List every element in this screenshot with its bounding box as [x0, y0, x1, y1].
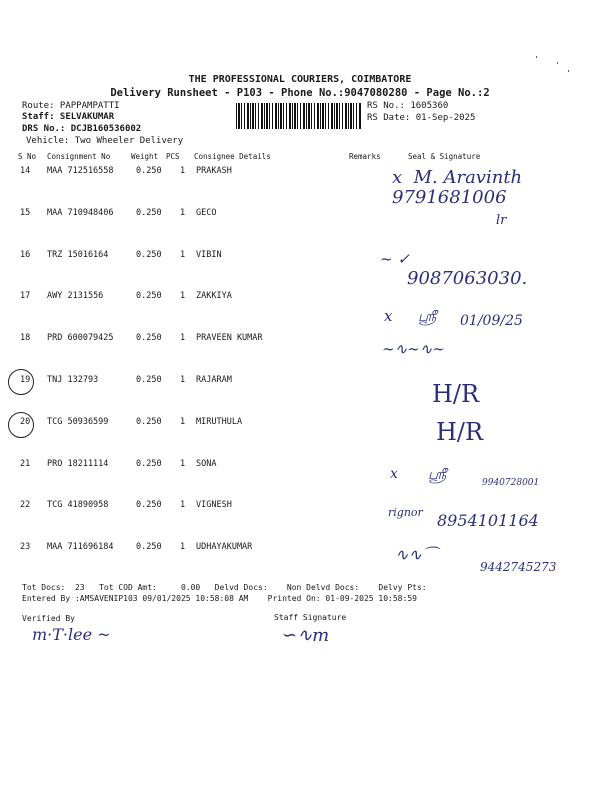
row-pcs: 1	[180, 291, 186, 302]
row-sno: 15	[20, 207, 31, 218]
col-pcs: PCS	[166, 152, 180, 161]
verified-by-signature: m·T·lee ~	[32, 625, 111, 644]
seal-row-23: 9442745273	[480, 560, 557, 574]
staff: Staff: SELVAKUMAR	[22, 112, 115, 122]
row-consignee: MIRUTHULA	[196, 416, 243, 427]
signature-row-17-scribble: ஸ்ரீ	[418, 309, 437, 325]
row-pcs: 1	[180, 333, 186, 344]
seal-row-22: 8954101164	[437, 511, 539, 530]
row-pcs: 1	[180, 249, 186, 260]
row-sno: 14	[20, 166, 31, 176]
row-weight: 0.250	[136, 333, 162, 344]
row-consignment: MAA 710948406	[47, 207, 114, 218]
seal-row-19: H/R	[432, 380, 480, 408]
row-sno: 17	[20, 291, 31, 302]
row-sno: 20	[20, 416, 31, 427]
row-pcs: 1	[180, 207, 186, 218]
verified-by-label: Verified By	[22, 614, 75, 623]
row-pcs: 1	[180, 542, 186, 553]
row-weight: 0.250	[136, 249, 162, 260]
signature-row-23-scribble: ∿∿⌒	[395, 545, 438, 564]
row-consignee: RAJARAM	[196, 375, 232, 385]
row-weight: 0.250	[136, 458, 162, 469]
drs-number: DRS No.: DCJB160536002	[22, 124, 142, 134]
signature-row-22-scribble: rignor	[388, 506, 423, 519]
row-sno: 19	[20, 375, 31, 385]
row-pcs: 1	[180, 500, 186, 511]
signature-row-21-scribble: ஸ்ரீ	[428, 467, 447, 483]
row-consignment: TCG 50936599	[47, 416, 109, 427]
row-consignment: TCG 41890958	[47, 500, 109, 511]
scan-speck	[568, 70, 569, 72]
row-weight: 0.250	[136, 500, 162, 511]
seal-row-21-cross: x	[390, 466, 398, 482]
rs-date: RS Date: 01-Sep-2025	[367, 113, 476, 123]
row-consignee: SONA	[196, 458, 217, 469]
route: Route: PAPPAMPATTI	[22, 101, 120, 111]
row-consignment: PRO 18211114	[47, 458, 109, 469]
row-consignee: UDHAYAKUMAR	[196, 542, 253, 553]
col-seal: Seal & Signature	[408, 152, 481, 161]
entered-by-line: Entered By :AMSAVENIP103 09/01/2025 10:58:08 AM Printed On: 01-09-2025 10:58:59	[22, 594, 417, 603]
col-consignment: Consignment No	[47, 152, 111, 161]
row-weight: 0.250	[136, 291, 162, 302]
seal-row-20: H/R	[436, 418, 484, 446]
row-sno: 21	[20, 458, 31, 469]
row-weight: 0.250	[136, 375, 162, 385]
seal-row-17-cross: x	[384, 307, 393, 325]
row-weight: 0.250	[136, 166, 162, 176]
scan-speck	[536, 56, 537, 58]
seal-row-16: 9087063030.	[407, 268, 528, 289]
row-sno: 18	[20, 333, 31, 344]
row-sno: 16	[20, 249, 31, 260]
row-consignee: ZAKKIYA	[196, 291, 232, 302]
rs-number: RS No.: 1605360	[367, 101, 449, 111]
runsheet-title: Delivery Runsheet - P103 - Phone No.:9047080280 - Page No.:2	[110, 87, 490, 99]
seal-row-21: 9940728001	[482, 478, 540, 488]
row-consignment: MAA 711696184	[47, 542, 114, 553]
row-consignee: VIGNESH	[196, 500, 232, 511]
row-20-circle-mark	[8, 412, 34, 438]
vehicle: Vehicle: Two Wheeler Delivery	[26, 136, 184, 146]
row-sno: 22	[20, 500, 31, 511]
col-sno: S No	[18, 152, 37, 161]
staff-signature-label: Staff Signature	[274, 613, 347, 622]
row-consignee: VIBIN	[196, 249, 222, 260]
staff-signature-mark: ∽∿m	[282, 625, 330, 646]
row-sno: 23	[20, 542, 31, 553]
col-weight: Weight	[131, 152, 159, 161]
row-consignment: TNJ 132793	[47, 375, 99, 385]
company-title: THE PROFESSIONAL COURIERS, COIMBATORE	[188, 74, 412, 85]
row-consignment: AWY 2131556	[47, 291, 104, 302]
row-19-circle-mark	[8, 369, 34, 395]
row-pcs: 1	[180, 458, 186, 469]
row-weight: 0.250	[136, 207, 162, 218]
signature-row-16-scribble: ~ ✓	[380, 250, 410, 268]
barcode	[236, 103, 362, 129]
row-consignment: TRZ 15016164	[47, 249, 109, 260]
row-consignment: MAA 712516558	[47, 166, 114, 176]
row-weight: 0.250	[136, 542, 162, 553]
row-pcs: 1	[180, 416, 186, 427]
row-pcs: 1	[180, 166, 186, 176]
scan-speck	[557, 62, 558, 64]
totals-line: Tot Docs: 23 Tot COD Amt: 0.00 Delvd Docs: Non Delvd Docs: Delvy Pts:	[22, 583, 427, 592]
row-weight: 0.250	[136, 416, 162, 427]
seal-row-14-initials: lr	[496, 213, 507, 228]
signature-row-18-scribble: ∼∿∼∿∼	[382, 340, 445, 358]
row-consignee: GECO	[196, 207, 217, 218]
col-remarks: Remarks	[349, 152, 381, 161]
seal-row-14: x M. Aravinth 9791681006	[392, 167, 523, 208]
row-consignment: PRD 600079425	[47, 333, 114, 344]
row-consignee: PRAVEEN KUMAR	[196, 333, 263, 344]
seal-row-17: 01/09/25	[460, 313, 523, 329]
row-pcs: 1	[180, 375, 186, 385]
col-consignee: Consignee Details	[194, 152, 271, 161]
row-consignee: PRAKASH	[196, 166, 232, 176]
